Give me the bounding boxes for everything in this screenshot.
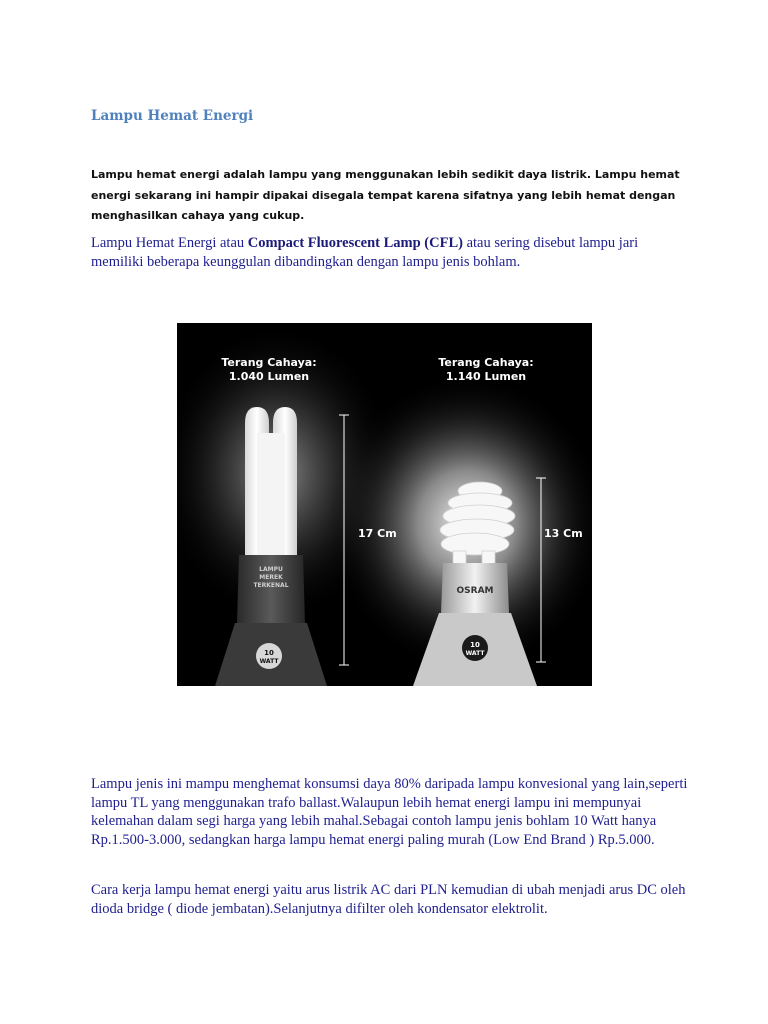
intro-paragraph: Lampu hemat energi adalah lampu yang menggunakan lebih sedikit daya listrik. Lampu hemat energi sekarang ini hampir dipakai disegala tempat karena sifatnya yang lebih hemat dengan menghasilkan cahaya yang cukup. [91,168,680,222]
cfl-paragraph-end: atau sering disebut lampu jari memiliki beberapa keunggulan dibandingkan dengan lampu jenis bohlam. [91,235,639,270]
left-base-text-2: MEREK [259,574,283,581]
left-label-line1: Terang Cahaya: [221,356,317,369]
left-height-label: 17 Cm [358,527,397,540]
working-principle-paragraph: Cara kerja lampu hemat energi yaitu arus listrik AC dari PLN kemudian di ubah menjadi arus DC oleh dioda bridge ( diode jembatan).Selanjutnya difilter oleh kondensator elektrolit. [91,882,686,917]
lamp-comparison-photo [177,323,592,686]
right-watt-number: 10 [470,641,480,649]
right-height-label: 13 Cm [544,527,583,540]
cfl-paragraph [91,234,691,271]
right-label-line1: Terang Cahaya: [438,356,534,369]
left-watt-unit: WATT [259,658,279,665]
right-label-line2: 1.140 Lumen [445,370,527,383]
left-watt-number: 10 [264,649,274,657]
left-label-line2: 1.040 Lumen [228,370,310,383]
page-title: Lampu Hemat Energi [91,108,254,124]
cfl-paragraph-start: Lampu Hemat Energi atau [91,235,248,251]
cfl-term: Compact Fluorescent Lamp (CFL) [247,235,463,251]
right-watt-unit: WATT [465,650,485,657]
left-base-text-3: TERKENAL [253,582,289,589]
savings-paragraph: Lampu jenis ini mampu menghemat konsumsi daya 80% daripada lampu konvesional yang lain,seperti lampu TL yang menggunakan trafo ballast.Walaupun lebih hemat energi lampu ini mempunyai kelemahan dalam segi harga yang lebih mahal.Sebagai contoh lampu jenis bohlam 10 Watt hanya Rp.1.500-3.000, sedangkan harga lampu hemat energi paling murah (Low End Brand ) Rp.5.000. [91,776,688,848]
osram-brand: OSRAM [456,586,494,596]
left-base-text-1: LAMPU [259,566,283,573]
